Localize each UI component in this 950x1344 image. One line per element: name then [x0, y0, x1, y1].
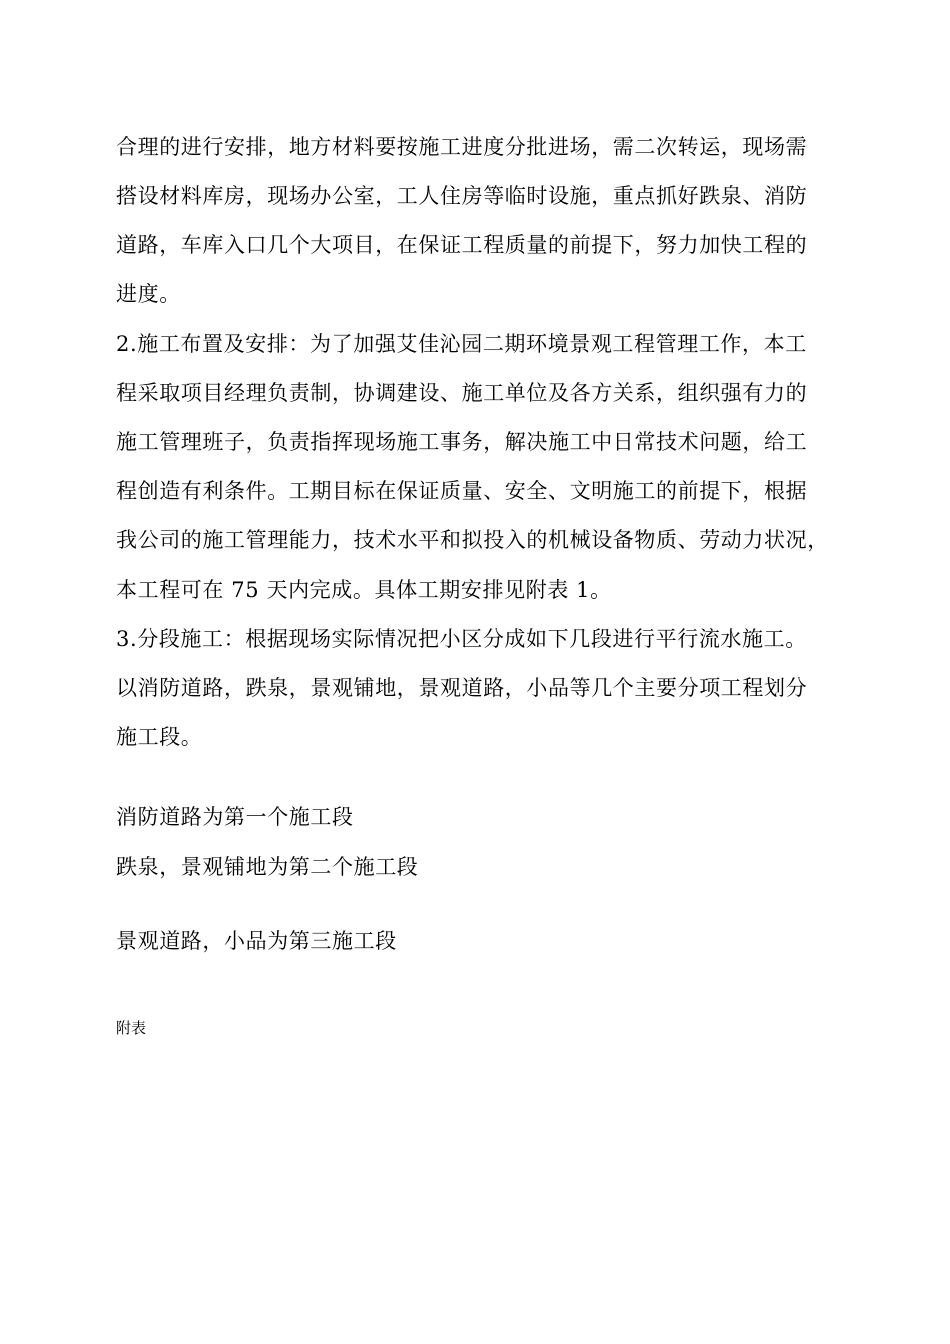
paragraph1-line-4: 进度。 — [116, 282, 181, 306]
paragraph2-line-2: 程采取项目经理负责制，协调建设、施工单位及各方关系，组织强有力的 — [116, 381, 808, 405]
segment-item-1: 消防道路为第一个施工段 — [116, 805, 354, 829]
paragraph1-line-1: 合理的进行安排，地方材料要按施工进度分批进场，需二次转运，现场需 — [116, 135, 808, 159]
paragraph2-line-3: 施工管理班子，负责指挥现场施工事务，解决施工中日常技术问题，给工 — [116, 430, 808, 454]
paragraph3-line-1: 3.分段施工：根据现场实际情况把小区分成如下几段进行平行流水施工。 — [116, 627, 807, 651]
paragraph2-line-1: 2.施工布置及安排：为了加强艾佳沁园二期环境景观工程管理工作，本工 — [116, 332, 807, 356]
paragraph2-line-6: 本工程可在 75 天内完成。具体工期安排见附表 1。 — [116, 578, 612, 602]
paragraph1-line-3: 道路，车库入口几个大项目，在保证工程质量的前提下，努力加快工程的 — [116, 233, 808, 257]
paragraph1-line-2: 搭设材料库房，现场办公室，工人住房等临时设施，重点抓好跌泉、消防 — [116, 184, 808, 208]
paragraph2-line-5: 我公司的施工管理能力，技术水平和拟投入的机械设备物质、劳动力状况， — [116, 528, 829, 552]
paragraph2-line-4: 程创造有利条件。工期目标在保证质量、安全、文明施工的前提下，根据 — [116, 479, 808, 503]
segment-item-3: 景观道路，小品为第三施工段 — [116, 929, 397, 953]
appendix-label: 附表 — [116, 1019, 147, 1037]
paragraph3-line-2: 以消防道路，跌泉，景观铺地，景观道路，小品等几个主要分项工程划分 — [116, 676, 808, 700]
paragraph3-line-3: 施工段。 — [116, 725, 203, 749]
segment-item-2: 跌泉，景观铺地为第二个施工段 — [116, 855, 419, 879]
